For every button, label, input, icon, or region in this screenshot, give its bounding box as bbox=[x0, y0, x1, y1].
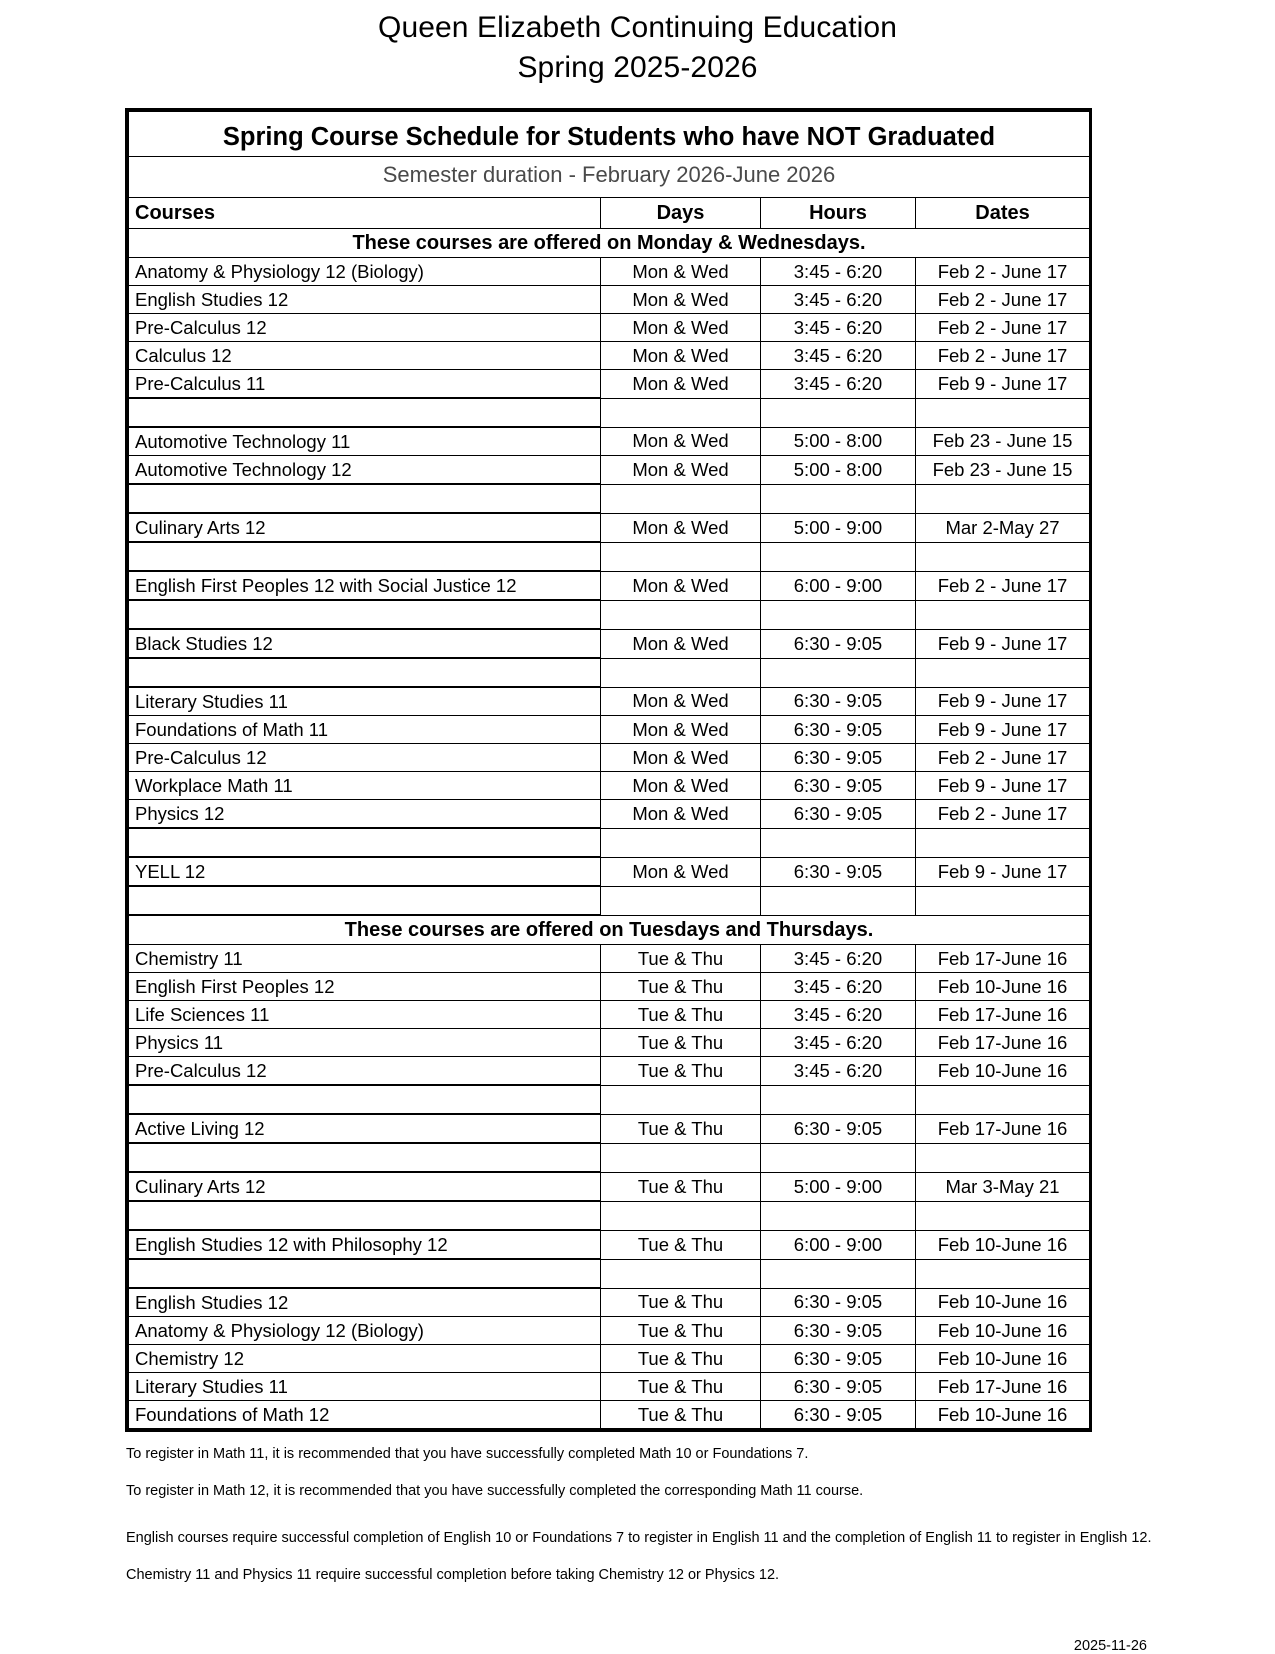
course-cell: Calculus 12 bbox=[129, 342, 601, 370]
hours-cell: 6:30 - 9:05 bbox=[761, 1345, 916, 1373]
hours-cell: 6:30 - 9:05 bbox=[761, 1373, 916, 1401]
dates-cell: Feb 2 - June 17 bbox=[916, 800, 1090, 829]
dates-cell: Feb 10-June 16 bbox=[916, 1401, 1090, 1429]
table-row bbox=[129, 629, 1090, 658]
dates-cell bbox=[916, 1201, 1090, 1230]
dates-cell bbox=[916, 658, 1090, 687]
course-cell: Pre-Calculus 12 bbox=[129, 314, 601, 342]
hours-cell bbox=[761, 398, 916, 427]
dates-cell: Feb 17-June 16 bbox=[916, 1114, 1090, 1143]
course-cell bbox=[129, 542, 601, 571]
course-cell: English First Peoples 12 with Social Justice 12 bbox=[129, 571, 601, 600]
days-cell: Mon & Wed bbox=[601, 571, 761, 600]
days-cell: Tue & Thu bbox=[601, 1057, 761, 1086]
dates-cell: Feb 2 - June 17 bbox=[916, 258, 1090, 286]
table-row bbox=[129, 1172, 1090, 1201]
course-cell: Literary Studies 11 bbox=[129, 687, 601, 716]
course-cell: Anatomy & Physiology 12 (Biology) bbox=[129, 258, 601, 286]
dates-cell: Feb 9 - June 17 bbox=[916, 857, 1090, 886]
table-spacer-row bbox=[129, 886, 1090, 915]
hours-cell: 6:00 - 9:00 bbox=[761, 1230, 916, 1259]
table-row bbox=[129, 716, 1090, 744]
days-cell: Mon & Wed bbox=[601, 629, 761, 658]
schedule-table-body bbox=[129, 112, 1090, 1429]
hours-cell: 3:45 - 6:20 bbox=[761, 370, 916, 399]
table-spacer-row bbox=[129, 1085, 1090, 1114]
course-cell: Culinary Arts 12 bbox=[129, 513, 601, 542]
hours-cell: 3:45 - 6:20 bbox=[761, 286, 916, 314]
dates-cell bbox=[916, 828, 1090, 857]
hours-cell: 6:30 - 9:05 bbox=[761, 716, 916, 744]
days-cell: Tue & Thu bbox=[601, 1288, 761, 1317]
course-cell bbox=[129, 1085, 601, 1114]
table-spacer-row bbox=[129, 1143, 1090, 1172]
table-row bbox=[129, 1230, 1090, 1259]
schedule-table bbox=[128, 111, 1090, 1429]
table-row bbox=[129, 1114, 1090, 1143]
dates-cell: Feb 9 - June 17 bbox=[916, 370, 1090, 399]
table-row bbox=[129, 286, 1090, 314]
dates-cell: Feb 10-June 16 bbox=[916, 1057, 1090, 1086]
days-cell: Tue & Thu bbox=[601, 1001, 761, 1029]
days-cell bbox=[601, 828, 761, 857]
days-cell: Mon & Wed bbox=[601, 800, 761, 829]
column-header-days: Days bbox=[601, 198, 761, 229]
days-cell bbox=[601, 542, 761, 571]
days-cell: Mon & Wed bbox=[601, 342, 761, 370]
days-cell: Mon & Wed bbox=[601, 370, 761, 399]
course-cell: Foundations of Math 12 bbox=[129, 1401, 601, 1429]
days-cell: Mon & Wed bbox=[601, 427, 761, 456]
days-cell: Tue & Thu bbox=[601, 1172, 761, 1201]
hours-cell: 3:45 - 6:20 bbox=[761, 1057, 916, 1086]
days-cell bbox=[601, 398, 761, 427]
table-spacer-row bbox=[129, 398, 1090, 427]
course-cell: English Studies 12 with Philosophy 12 bbox=[129, 1230, 601, 1259]
footnote-gap bbox=[126, 1520, 1136, 1530]
course-cell bbox=[129, 1259, 601, 1288]
dates-cell: Feb 10-June 16 bbox=[916, 1317, 1090, 1345]
hours-cell: 3:45 - 6:20 bbox=[761, 314, 916, 342]
dates-cell: Feb 10-June 16 bbox=[916, 1230, 1090, 1259]
dates-cell bbox=[916, 398, 1090, 427]
days-cell: Mon & Wed bbox=[601, 687, 761, 716]
course-cell bbox=[129, 600, 601, 629]
days-cell: Mon & Wed bbox=[601, 513, 761, 542]
footnote-line: English courses require successful completion of English 10 or Foundations 7 to register in English 11 and the completion of English 11 to register in English 12. bbox=[126, 1530, 1152, 1546]
table-row bbox=[129, 258, 1090, 286]
hours-cell: 6:30 - 9:05 bbox=[761, 629, 916, 658]
course-cell: Culinary Arts 12 bbox=[129, 1172, 601, 1201]
course-cell: Automotive Technology 12 bbox=[129, 456, 601, 485]
table-banner-subtitle-row bbox=[129, 157, 1090, 198]
days-cell bbox=[601, 886, 761, 915]
dates-cell: Feb 17-June 16 bbox=[916, 1029, 1090, 1057]
table-banner-subtitle: Semester duration - February 2026-June 2026 bbox=[129, 157, 1090, 198]
table-row bbox=[129, 314, 1090, 342]
dates-cell bbox=[916, 542, 1090, 571]
table-row bbox=[129, 427, 1090, 456]
course-cell: Pre-Calculus 12 bbox=[129, 744, 601, 772]
days-cell: Mon & Wed bbox=[601, 857, 761, 886]
table-row bbox=[129, 945, 1090, 973]
hours-cell: 5:00 - 9:00 bbox=[761, 513, 916, 542]
course-cell: Physics 12 bbox=[129, 800, 601, 829]
days-cell: Tue & Thu bbox=[601, 945, 761, 973]
days-cell bbox=[601, 484, 761, 513]
days-cell: Tue & Thu bbox=[601, 1230, 761, 1259]
days-cell: Mon & Wed bbox=[601, 456, 761, 485]
section-header-tuesday-thursday bbox=[129, 915, 1090, 945]
dates-cell: Mar 2-May 27 bbox=[916, 513, 1090, 542]
table-spacer-row bbox=[129, 600, 1090, 629]
hours-cell bbox=[761, 542, 916, 571]
dates-cell: Feb 17-June 16 bbox=[916, 1001, 1090, 1029]
table-banner-title-row bbox=[129, 112, 1090, 157]
hours-cell bbox=[761, 1085, 916, 1114]
course-cell bbox=[129, 658, 601, 687]
hours-cell: 6:30 - 9:05 bbox=[761, 687, 916, 716]
hours-cell: 6:30 - 9:05 bbox=[761, 857, 916, 886]
course-cell: English Studies 12 bbox=[129, 1288, 601, 1317]
hours-cell: 5:00 - 8:00 bbox=[761, 456, 916, 485]
course-cell bbox=[129, 1201, 601, 1230]
table-row bbox=[129, 456, 1090, 485]
hours-cell: 3:45 - 6:20 bbox=[761, 1029, 916, 1057]
table-banner-title: Spring Course Schedule for Students who have NOT Graduated bbox=[129, 112, 1090, 157]
days-cell: Mon & Wed bbox=[601, 258, 761, 286]
hours-cell bbox=[761, 1259, 916, 1288]
document-heading-term: Spring 2025-2026 bbox=[517, 51, 758, 84]
table-row bbox=[129, 744, 1090, 772]
hours-cell bbox=[761, 484, 916, 513]
dates-cell bbox=[916, 600, 1090, 629]
course-cell: Pre-Calculus 11 bbox=[129, 370, 601, 399]
section-header-label: These courses are offered on Tuesdays and Thursdays. bbox=[129, 915, 1090, 945]
days-cell: Tue & Thu bbox=[601, 1317, 761, 1345]
document-heading-organization: Queen Elizabeth Continuing Education bbox=[378, 11, 897, 44]
course-cell bbox=[129, 484, 601, 513]
dates-cell: Feb 10-June 16 bbox=[916, 1345, 1090, 1373]
dates-cell: Feb 2 - June 17 bbox=[916, 571, 1090, 600]
course-cell: Foundations of Math 11 bbox=[129, 716, 601, 744]
hours-cell: 6:00 - 9:00 bbox=[761, 571, 916, 600]
hours-cell: 3:45 - 6:20 bbox=[761, 1001, 916, 1029]
course-cell: Chemistry 11 bbox=[129, 945, 601, 973]
hours-cell: 5:00 - 9:00 bbox=[761, 1172, 916, 1201]
hours-cell: 3:45 - 6:20 bbox=[761, 945, 916, 973]
dates-cell: Feb 2 - June 17 bbox=[916, 342, 1090, 370]
schedule-table-container bbox=[125, 108, 1092, 1432]
table-row bbox=[129, 1288, 1090, 1317]
hours-cell: 3:45 - 6:20 bbox=[761, 258, 916, 286]
table-row bbox=[129, 800, 1090, 829]
section-header-monday-wednesday bbox=[129, 229, 1090, 258]
dates-cell: Feb 23 - June 15 bbox=[916, 427, 1090, 456]
table-row bbox=[129, 370, 1090, 399]
hours-cell bbox=[761, 1143, 916, 1172]
course-cell: YELL 12 bbox=[129, 857, 601, 886]
table-row bbox=[129, 1373, 1090, 1401]
course-cell: Automotive Technology 11 bbox=[129, 427, 601, 456]
table-row bbox=[129, 973, 1090, 1001]
table-row bbox=[129, 1057, 1090, 1086]
hours-cell: 5:00 - 8:00 bbox=[761, 427, 916, 456]
hours-cell: 6:30 - 9:05 bbox=[761, 1317, 916, 1345]
dates-cell: Feb 2 - June 17 bbox=[916, 744, 1090, 772]
document-date: 2025-11-26 bbox=[1073, 1638, 1147, 1654]
hours-cell: 6:30 - 9:05 bbox=[761, 1114, 916, 1143]
days-cell: Mon & Wed bbox=[601, 772, 761, 800]
dates-cell: Feb 2 - June 17 bbox=[916, 286, 1090, 314]
course-cell: English First Peoples 12 bbox=[129, 973, 601, 1001]
course-cell bbox=[129, 1143, 601, 1172]
hours-cell bbox=[761, 886, 916, 915]
hours-cell bbox=[761, 600, 916, 629]
table-row bbox=[129, 687, 1090, 716]
dates-cell: Feb 2 - June 17 bbox=[916, 314, 1090, 342]
course-cell: Anatomy & Physiology 12 (Biology) bbox=[129, 1317, 601, 1345]
course-cell: English Studies 12 bbox=[129, 286, 601, 314]
course-cell: Workplace Math 11 bbox=[129, 772, 601, 800]
dates-cell: Feb 9 - June 17 bbox=[916, 772, 1090, 800]
dates-cell: Feb 10-June 16 bbox=[916, 973, 1090, 1001]
days-cell: Tue & Thu bbox=[601, 1029, 761, 1057]
hours-cell bbox=[761, 658, 916, 687]
hours-cell: 6:30 - 9:05 bbox=[761, 1288, 916, 1317]
table-spacer-row bbox=[129, 828, 1090, 857]
course-cell bbox=[129, 398, 601, 427]
course-cell bbox=[129, 886, 601, 915]
footnotes bbox=[126, 1446, 1152, 1604]
table-row bbox=[129, 772, 1090, 800]
days-cell bbox=[601, 658, 761, 687]
column-header-row bbox=[129, 198, 1090, 229]
course-cell: Pre-Calculus 12 bbox=[129, 1057, 601, 1086]
days-cell bbox=[601, 1085, 761, 1114]
dates-cell: Feb 9 - June 17 bbox=[916, 716, 1090, 744]
column-header-courses: Courses bbox=[129, 198, 601, 229]
dates-cell: Feb 9 - June 17 bbox=[916, 629, 1090, 658]
days-cell bbox=[601, 1143, 761, 1172]
days-cell: Tue & Thu bbox=[601, 1401, 761, 1429]
hours-cell: 6:30 - 9:05 bbox=[761, 1401, 916, 1429]
dates-cell: Feb 17-June 16 bbox=[916, 1373, 1090, 1401]
days-cell bbox=[601, 1259, 761, 1288]
table-row bbox=[129, 513, 1090, 542]
table-spacer-row bbox=[129, 1259, 1090, 1288]
course-cell: Literary Studies 11 bbox=[129, 1373, 601, 1401]
table-row bbox=[129, 1029, 1090, 1057]
hours-cell: 6:30 - 9:05 bbox=[761, 744, 916, 772]
table-row bbox=[129, 571, 1090, 600]
course-cell: Active Living 12 bbox=[129, 1114, 601, 1143]
dates-cell: Feb 17-June 16 bbox=[916, 945, 1090, 973]
course-cell: Life Sciences 11 bbox=[129, 1001, 601, 1029]
table-spacer-row bbox=[129, 542, 1090, 571]
table-row bbox=[129, 1317, 1090, 1345]
hours-cell: 3:45 - 6:20 bbox=[761, 973, 916, 1001]
days-cell: Mon & Wed bbox=[601, 314, 761, 342]
footnote-line: Chemistry 11 and Physics 11 require successful completion before taking Chemistry 12 or Physics 12. bbox=[126, 1567, 780, 1583]
days-cell: Mon & Wed bbox=[601, 716, 761, 744]
days-cell: Tue & Thu bbox=[601, 1114, 761, 1143]
table-row bbox=[129, 1401, 1090, 1429]
dates-cell: Feb 9 - June 17 bbox=[916, 687, 1090, 716]
course-cell: Physics 11 bbox=[129, 1029, 601, 1057]
column-header-hours: Hours bbox=[761, 198, 916, 229]
days-cell: Mon & Wed bbox=[601, 744, 761, 772]
hours-cell: 6:30 - 9:05 bbox=[761, 800, 916, 829]
table-row bbox=[129, 1345, 1090, 1373]
dates-cell: Mar 3-May 21 bbox=[916, 1172, 1090, 1201]
hours-cell: 6:30 - 9:05 bbox=[761, 772, 916, 800]
dates-cell: Feb 23 - June 15 bbox=[916, 456, 1090, 485]
days-cell bbox=[601, 600, 761, 629]
dates-cell bbox=[916, 886, 1090, 915]
table-row bbox=[129, 342, 1090, 370]
table-spacer-row bbox=[129, 1201, 1090, 1230]
days-cell bbox=[601, 1201, 761, 1230]
section-header-label: These courses are offered on Monday & Wednesdays. bbox=[129, 229, 1090, 258]
course-cell: Chemistry 12 bbox=[129, 1345, 601, 1373]
course-cell: Black Studies 12 bbox=[129, 629, 601, 658]
hours-cell bbox=[761, 828, 916, 857]
hours-cell: 3:45 - 6:20 bbox=[761, 342, 916, 370]
table-spacer-row bbox=[129, 658, 1090, 687]
dates-cell bbox=[916, 1259, 1090, 1288]
table-row bbox=[129, 1001, 1090, 1029]
column-header-dates: Dates bbox=[916, 198, 1090, 229]
dates-cell bbox=[916, 1143, 1090, 1172]
days-cell: Tue & Thu bbox=[601, 1373, 761, 1401]
days-cell: Mon & Wed bbox=[601, 286, 761, 314]
dates-cell bbox=[916, 1085, 1090, 1114]
table-row bbox=[129, 857, 1090, 886]
footnote-line: To register in Math 12, it is recommended that you have successfully completed the corresponding Math 11 course. bbox=[126, 1483, 864, 1499]
days-cell: Tue & Thu bbox=[601, 1345, 761, 1373]
dates-cell bbox=[916, 484, 1090, 513]
days-cell: Tue & Thu bbox=[601, 973, 761, 1001]
hours-cell bbox=[761, 1201, 916, 1230]
table-spacer-row bbox=[129, 484, 1090, 513]
footnote-line: To register in Math 11, it is recommended that you have successfully completed Math 10 or Foundations 7. bbox=[126, 1446, 809, 1462]
course-cell bbox=[129, 828, 601, 857]
dates-cell: Feb 10-June 16 bbox=[916, 1288, 1090, 1317]
